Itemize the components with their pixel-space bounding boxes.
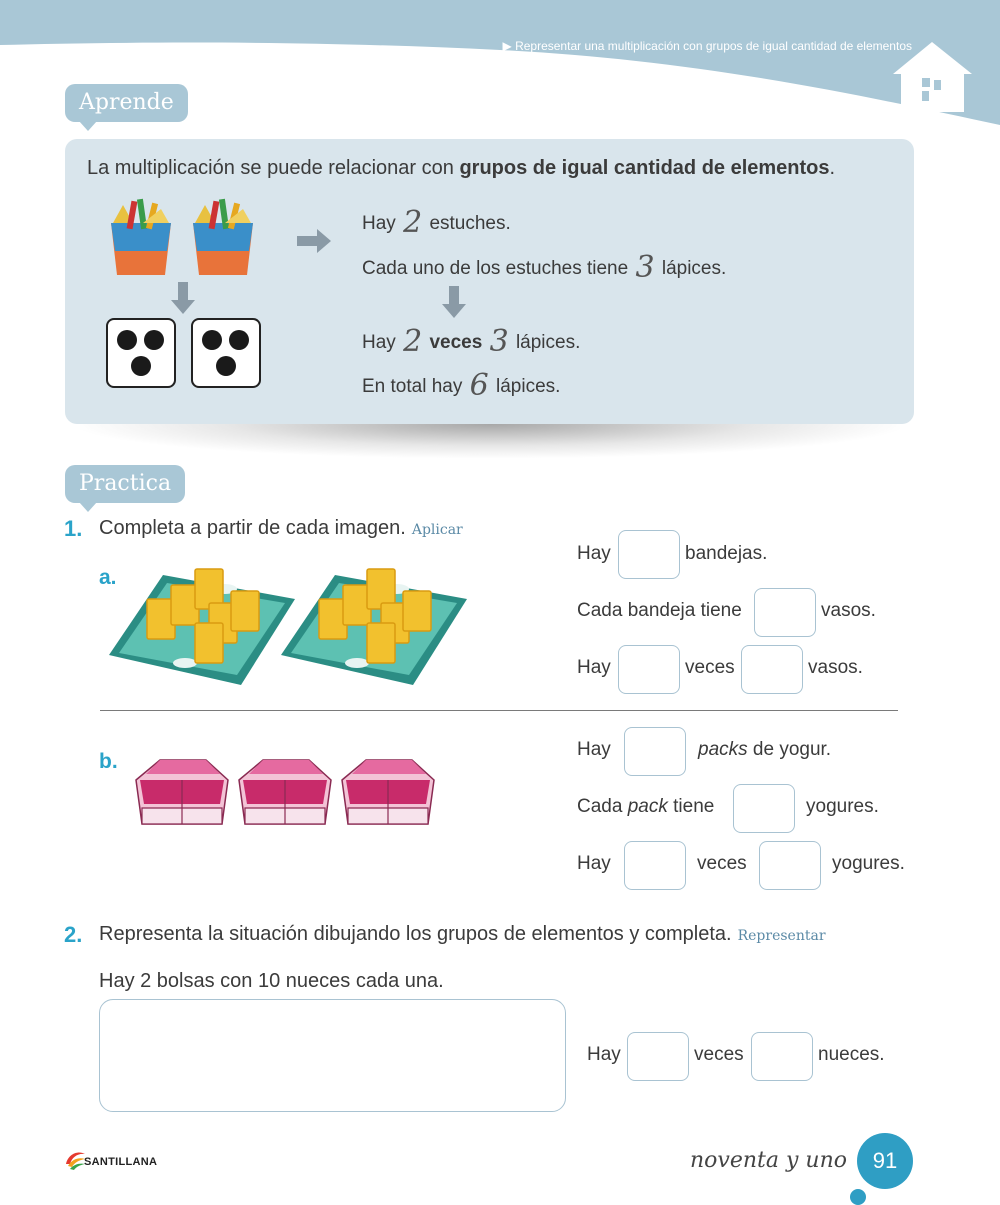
topic-title: ▶ Representar una multiplicación con grupos de igual cantidad de elementos [502,39,912,53]
answer-box-veces[interactable] [627,1032,689,1081]
ex1a-row3-mid: veces [685,657,735,678]
ex2-row-post: nueces. [818,1044,885,1065]
arrow-right-icon [297,229,331,253]
ex1a-row1-post: bandejas. [685,543,768,564]
aprende-tag: Aprende [65,84,188,122]
aprende-line-1: Hay 2 estuches. [362,205,511,240]
santillana-logo-icon [64,1150,86,1170]
pencil-cases-illustration [103,193,263,279]
exercise-2-number: 2. [64,922,83,947]
page-number-words: noventa y uno [690,1148,847,1173]
exercise-2-instruction: Representa la situación dibujando los grupos de elementos y completa. Representar [99,923,826,945]
arrow-down-icon [171,282,195,314]
yogurt-packs-illustration [130,752,440,836]
answer-box-yogures[interactable] [759,841,821,890]
answer-box-bandejas[interactable] [618,530,680,579]
answer-box-vasos[interactable] [741,645,803,694]
ex1b-row3-mid: veces [697,853,747,874]
ex1b-row2-pre: Cada pack tiene [577,796,715,817]
trays-of-glasses-illustration [105,563,475,697]
answer-box-vasos-por-bandeja[interactable] [754,588,816,637]
ex1b-row3-pre: Hay [577,853,611,874]
answer-box-veces[interactable] [624,841,686,890]
panel-shadow [80,424,900,458]
aprende-intro: La multiplicación se puede relacionar con grupos de igual cantidad de elementos. [87,157,836,179]
exercise-1-instruction: Completa a partir de cada imagen. Aplicar [99,517,463,539]
ex1b-row1-post: packs de yogur. [698,739,832,760]
exercise-2-statement: Hay 2 bolsas con 10 nueces cada una. [99,970,444,992]
exercise-1-number: 1. [64,516,83,541]
ex1a-row1-pre: Hay [577,543,611,564]
practica-tag: Practica [65,465,185,503]
answer-box-veces[interactable] [618,645,680,694]
page-number-badge: 91 [857,1133,913,1189]
triangle-icon: ▶ [502,39,512,53]
arrow-down-icon [442,286,466,318]
aprende-line-2: Cada uno de los estuches tiene 3 lápices. [362,250,727,285]
answer-box-yogures-por-pack[interactable] [733,784,795,833]
item-a-label: a. [99,566,117,589]
ex2-row-pre: Hay [587,1044,621,1065]
answer-box-packs[interactable] [624,727,686,776]
ex1a-row2-post: vasos. [821,600,876,621]
aprende-line-3: Hay 2 veces 3 lápices. [362,324,581,359]
page-dot-decoration [850,1189,866,1205]
ex1a-row2-pre: Cada bandeja tiene [577,600,742,621]
ex1b-row1-pre: Hay [577,739,611,760]
dot-card [191,318,261,388]
ex1a-row3-post: vasos. [808,657,863,678]
answer-box-nueces[interactable] [751,1032,813,1081]
divider [100,710,898,711]
ex1b-row3-post: yogures. [832,853,905,874]
ex2-row-mid: veces [694,1044,744,1065]
dot-card [106,318,176,388]
drawing-area[interactable] [99,999,566,1112]
ex1a-row3-pre: Hay [577,657,611,678]
ex1b-row2-post: yogures. [806,796,879,817]
aprende-line-4: En total hay 6 lápices. [362,368,561,403]
item-b-label: b. [99,750,118,773]
